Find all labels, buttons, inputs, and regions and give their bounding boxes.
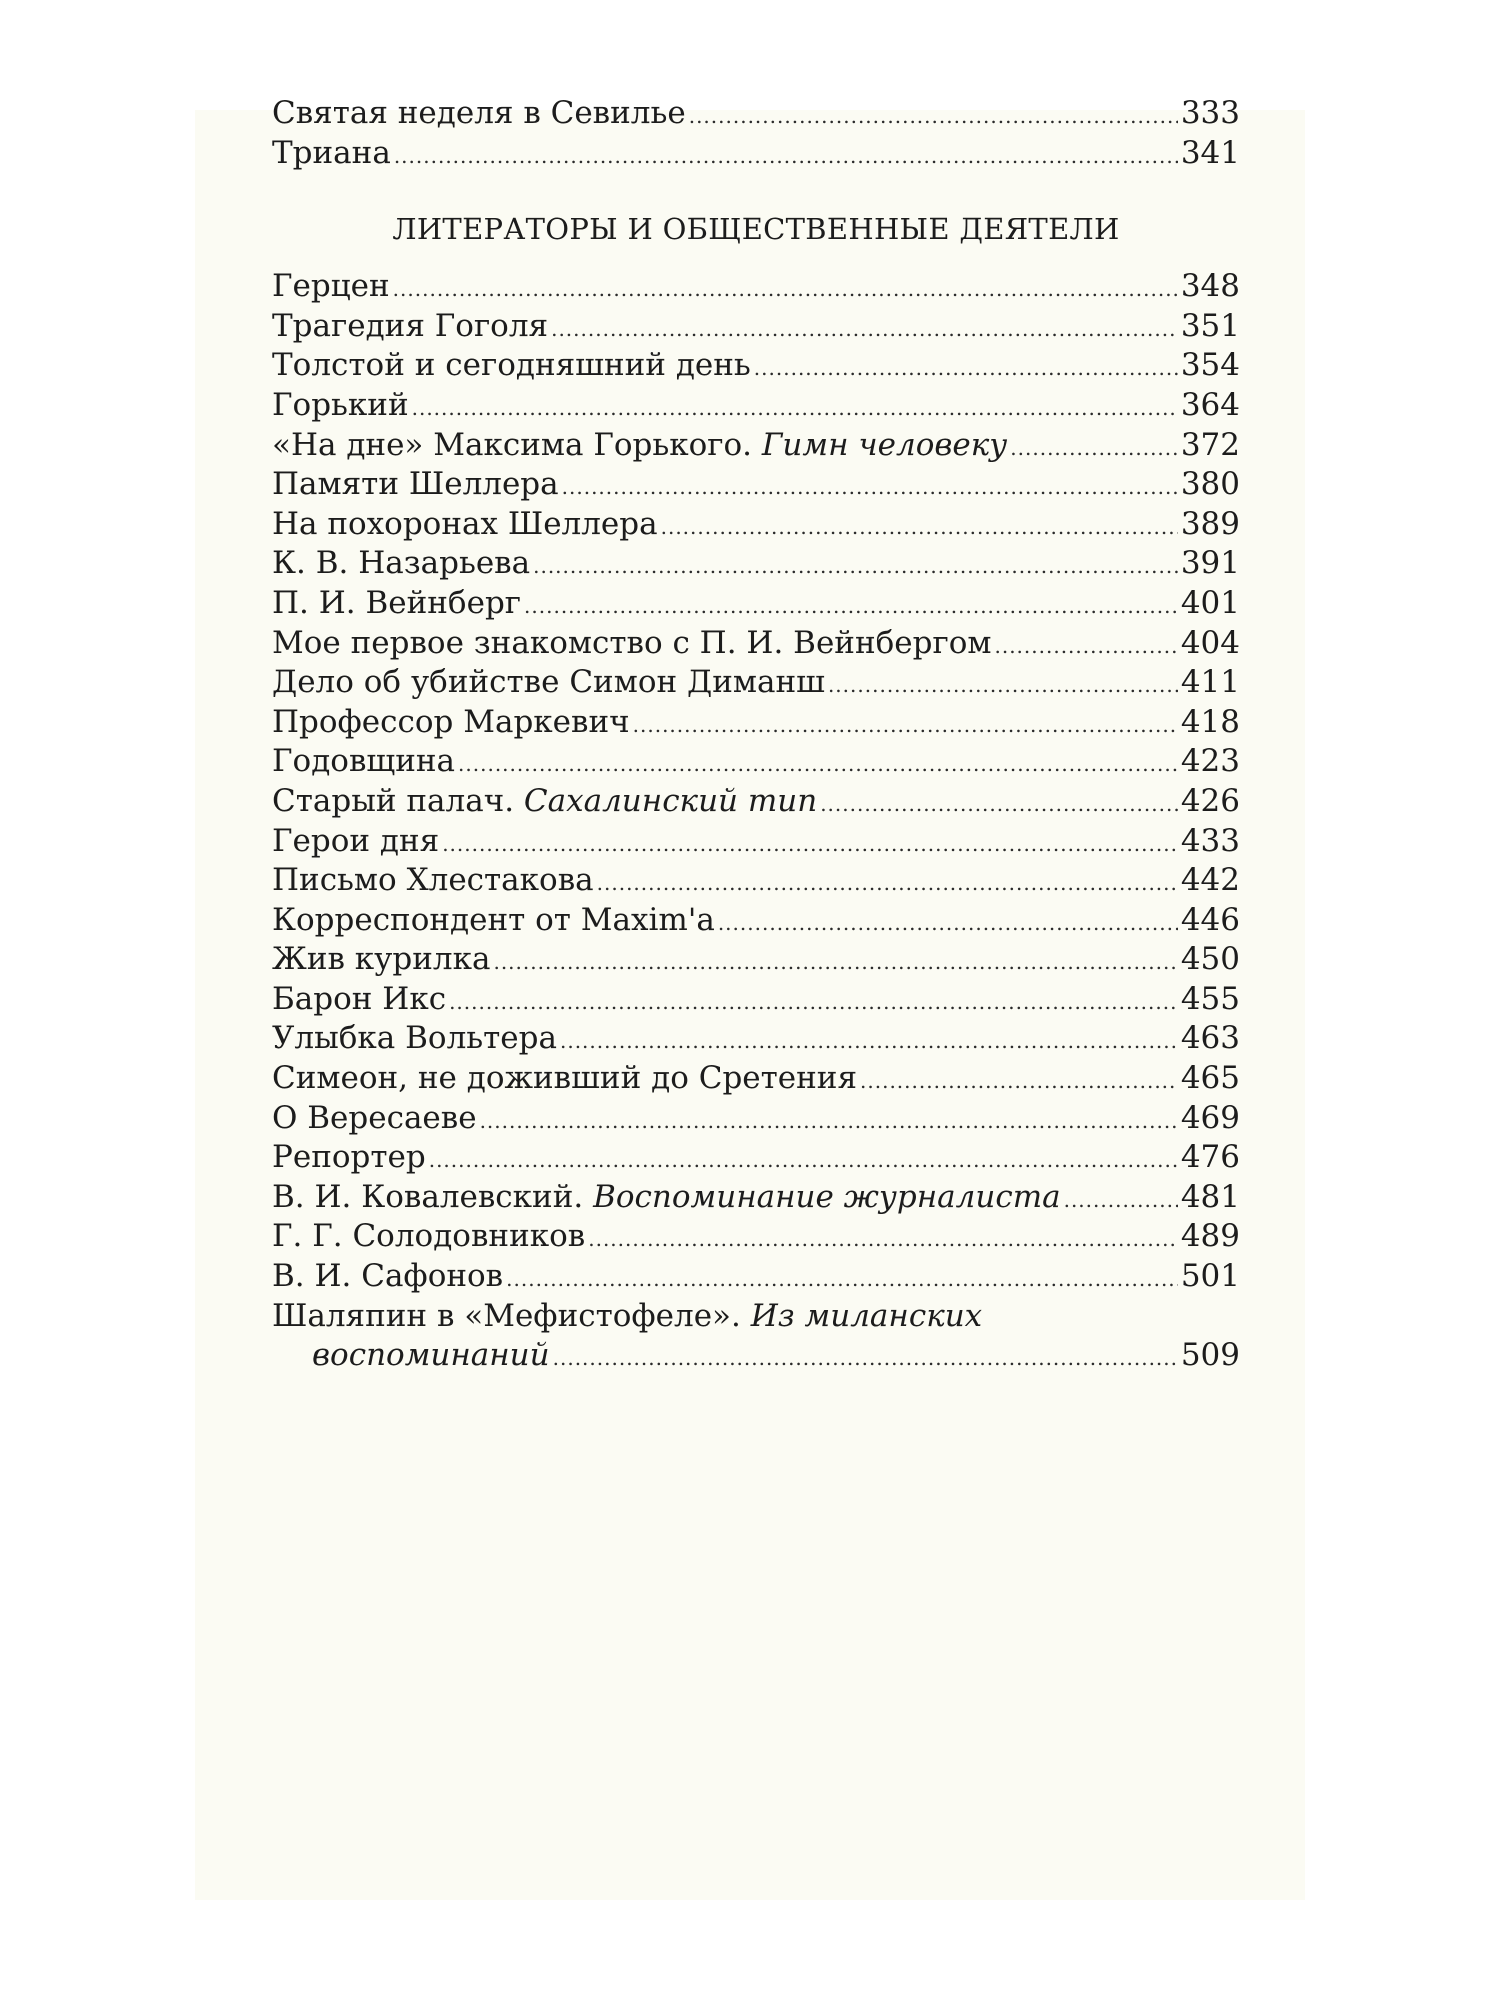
toc-entry-title — [272, 1059, 857, 1099]
toc-entry[interactable] — [272, 1138, 1240, 1178]
toc-entry-title-text: П. И. Вейнберг — [272, 584, 522, 621]
toc-entry-page: 426 — [1180, 782, 1240, 819]
dot-leader — [449, 983, 1178, 1023]
toc-entry[interactable] — [272, 861, 1240, 901]
toc-entry-title-text: Симеон, не доживший до Сретения — [272, 1060, 858, 1097]
toc-entry-title — [272, 346, 751, 386]
dot-leader — [1010, 429, 1178, 469]
toc-entry-title-text: Репортер — [272, 1139, 426, 1176]
dot-leader — [994, 627, 1177, 667]
toc-entry-title — [272, 1257, 503, 1297]
dot-leader — [661, 508, 1178, 548]
toc-entry-page: 354 — [1180, 347, 1240, 384]
toc-entry-title-text: В. И. Сафонов — [272, 1258, 504, 1295]
toc-entry-page: 509 — [1180, 1337, 1240, 1374]
toc-entry-page: 463 — [1180, 1020, 1240, 1057]
dot-leader — [828, 666, 1178, 706]
toc-entry[interactable] — [272, 267, 1240, 307]
toc-entry-title — [272, 1019, 557, 1059]
toc-entry-title — [272, 861, 594, 901]
toc-entry-list — [272, 267, 1240, 1296]
toc-entry-continuation[interactable] — [272, 1336, 1240, 1376]
toc-entry-title — [272, 307, 548, 347]
toc-entry-title-text: Герои дня — [272, 822, 440, 859]
toc-entry-subtitle: Гимн человеку — [761, 426, 1008, 463]
toc-entry[interactable] — [272, 307, 1240, 347]
toc-entry-title: Святая неделя в Севилье — [272, 95, 686, 131]
dot-leader — [551, 310, 1178, 350]
toc-entry-page: 348 — [1180, 268, 1240, 305]
table-of-contents — [272, 94, 1240, 1376]
toc-entry-title — [272, 544, 530, 584]
toc-entry[interactable] — [272, 386, 1240, 426]
toc-entry-title-text: Мое первое знакомство с П. И. Вейнбергом — [272, 624, 992, 661]
toc-entry[interactable] — [272, 1217, 1240, 1257]
dot-leader — [689, 97, 1178, 137]
toc-entry-title-text: Барон Икс — [272, 980, 447, 1017]
toc-entry-title — [272, 267, 390, 307]
toc-entry-title-text: Профессор Маркевич — [272, 703, 630, 740]
toc-entry[interactable] — [272, 1257, 1240, 1297]
section-heading: ЛИТЕРАТОРЫ И ОБЩЕСТВЕННЫЕ ДЕЯТЕЛИ — [392, 212, 1120, 247]
toc-entry-page: 418 — [1180, 703, 1240, 740]
dot-leader — [562, 468, 1178, 508]
toc-entry-title-text: Горький — [272, 386, 409, 423]
toc-entry-page: 411 — [1180, 664, 1240, 701]
toc-entry-title-text: Письмо Хлестакова — [272, 862, 594, 899]
toc-entry-title-text: Жив курилка — [272, 941, 491, 978]
toc-entry-page: 423 — [1180, 743, 1240, 780]
toc-entry-page: 364 — [1180, 386, 1240, 423]
toc-entry-page: 481 — [1180, 1178, 1240, 1215]
toc-entry-title: Триана — [272, 134, 391, 171]
dot-leader — [524, 587, 1178, 627]
dot-leader — [754, 349, 1178, 389]
toc-entry-page: 372 — [1180, 426, 1240, 463]
toc-entry[interactable] — [272, 426, 1240, 466]
toc-entry-page: 501 — [1180, 1258, 1240, 1295]
toc-entry[interactable] — [272, 624, 1240, 664]
dot-leader — [394, 137, 1178, 177]
toc-entry-page: 401 — [1180, 584, 1240, 621]
toc-entry-title: Шаляпин в «Мефистофеле». — [272, 1297, 751, 1334]
toc-entry-page: 333 — [1180, 95, 1240, 131]
toc-entry-title — [272, 1138, 426, 1178]
toc-entry-title — [272, 505, 658, 545]
toc-entry-title — [272, 386, 409, 426]
toc-entry-title-text: «На дне» Максима Горького. — [272, 426, 762, 463]
dot-leader — [393, 270, 1178, 310]
toc-entry-title-text: Старый палач. — [272, 782, 524, 819]
toc-entry[interactable] — [272, 94, 1240, 134]
dot-leader — [860, 1062, 1178, 1102]
toc-entry-title — [272, 742, 455, 782]
toc-entry-subtitle: Из миланских — [750, 1297, 983, 1334]
toc-entry-subtitle: воспоминаний — [312, 1337, 550, 1374]
toc-entry-page: 404 — [1180, 624, 1240, 661]
toc-entry-title — [272, 822, 439, 862]
toc-entry-title — [272, 465, 559, 505]
toc-entry[interactable] — [272, 1019, 1240, 1059]
toc-entry[interactable] — [272, 544, 1240, 584]
toc-entry[interactable] — [272, 465, 1240, 505]
toc-entry-title — [272, 901, 715, 941]
toc-entry[interactable] — [272, 1059, 1240, 1099]
dot-leader — [553, 1339, 1178, 1379]
toc-entry-page: 351 — [1180, 307, 1240, 344]
toc-entry[interactable] — [272, 822, 1240, 862]
dot-leader — [429, 1141, 1178, 1181]
dot-leader — [458, 745, 1178, 785]
dot-leader — [633, 706, 1178, 746]
toc-entry-title — [272, 703, 630, 743]
toc-entry-title-text: Улыбка Вольтера — [272, 1020, 557, 1057]
toc-entry-title-text: Герцен — [272, 268, 390, 305]
toc-entry[interactable] — [272, 940, 1240, 980]
toc-entry[interactable] — [272, 782, 1240, 822]
toc-entry-subtitle: Воспоминание журналиста — [593, 1178, 1061, 1215]
toc-entry[interactable] — [272, 703, 1240, 743]
toc-entry[interactable] — [272, 584, 1240, 624]
toc-entry[interactable] — [272, 1178, 1240, 1218]
toc-entry[interactable] — [272, 505, 1240, 545]
toc-entry-page: 465 — [1180, 1060, 1240, 1097]
toc-entry-title-text: Памяти Шеллера — [272, 466, 559, 503]
toc-entry-title — [272, 1217, 585, 1257]
toc-entry[interactable] — [272, 901, 1240, 941]
toc-entry-title-text: Дело об убийстве Симон Диманш — [272, 664, 825, 701]
toc-entry-title — [272, 1099, 477, 1139]
toc-entry-page: 442 — [1180, 862, 1240, 899]
toc-entry-multiline[interactable] — [272, 1297, 1240, 1337]
toc-entry-page: 341 — [1180, 134, 1240, 171]
dot-leader — [588, 1220, 1178, 1260]
dot-leader — [493, 943, 1177, 983]
toc-entry-title — [272, 940, 490, 980]
dot-leader — [718, 904, 1178, 944]
toc-entry-title-text: О Вересаеве — [272, 1099, 477, 1136]
toc-entry-page: 391 — [1180, 545, 1240, 582]
toc-entry-page: 476 — [1180, 1139, 1240, 1176]
toc-entry-title-text: Корреспондент от Maxim'a — [272, 901, 715, 938]
toc-entry-subtitle: Сахалинский тип — [523, 782, 818, 819]
toc-entry-title-text: Трагедия Гоголя — [272, 307, 549, 344]
toc-entry-page: 489 — [1180, 1218, 1240, 1255]
dot-leader — [506, 1260, 1178, 1300]
toc-entry-title — [272, 980, 446, 1020]
toc-entry[interactable] — [272, 1099, 1240, 1139]
toc-entry-title — [272, 663, 825, 703]
toc-entry[interactable] — [272, 346, 1240, 386]
toc-entry-title-text: На похоронах Шеллера — [272, 505, 658, 542]
toc-entry-title — [272, 782, 817, 822]
dot-leader — [533, 547, 1178, 587]
toc-entry-page: 446 — [1180, 901, 1240, 938]
toc-entry[interactable] — [272, 742, 1240, 782]
dot-leader — [820, 785, 1178, 825]
toc-entry-page: 455 — [1180, 980, 1240, 1017]
dot-leader — [560, 1022, 1178, 1062]
toc-entry-title-text: Годовщина — [272, 743, 456, 780]
dot-leader — [1064, 1181, 1178, 1221]
dot-leader — [442, 825, 1178, 865]
toc-entry[interactable] — [272, 134, 1240, 174]
toc-entry-title — [272, 426, 1007, 466]
dot-leader — [597, 864, 1178, 904]
toc-entry-title-text: К. В. Назарьева — [272, 545, 531, 582]
toc-entry-title-text: Толстой и сегодняшний день — [272, 347, 751, 384]
toc-entry-title — [272, 584, 521, 624]
toc-entry-page: 433 — [1180, 822, 1240, 859]
toc-entry[interactable] — [272, 980, 1240, 1020]
toc-entry-page: 469 — [1180, 1099, 1240, 1136]
toc-entry-title — [272, 624, 991, 664]
toc-entry-page: 380 — [1180, 466, 1240, 503]
toc-entry-title-text: Г. Г. Солодовников — [272, 1218, 586, 1255]
toc-entry-title — [272, 1178, 1061, 1218]
toc-entry-page: 389 — [1180, 505, 1240, 542]
dot-leader — [412, 389, 1178, 429]
toc-entry[interactable] — [272, 663, 1240, 703]
toc-entry-page: 450 — [1180, 941, 1240, 978]
dot-leader — [480, 1102, 1178, 1142]
toc-entry-title-text: В. И. Ковалевский. — [272, 1178, 594, 1215]
